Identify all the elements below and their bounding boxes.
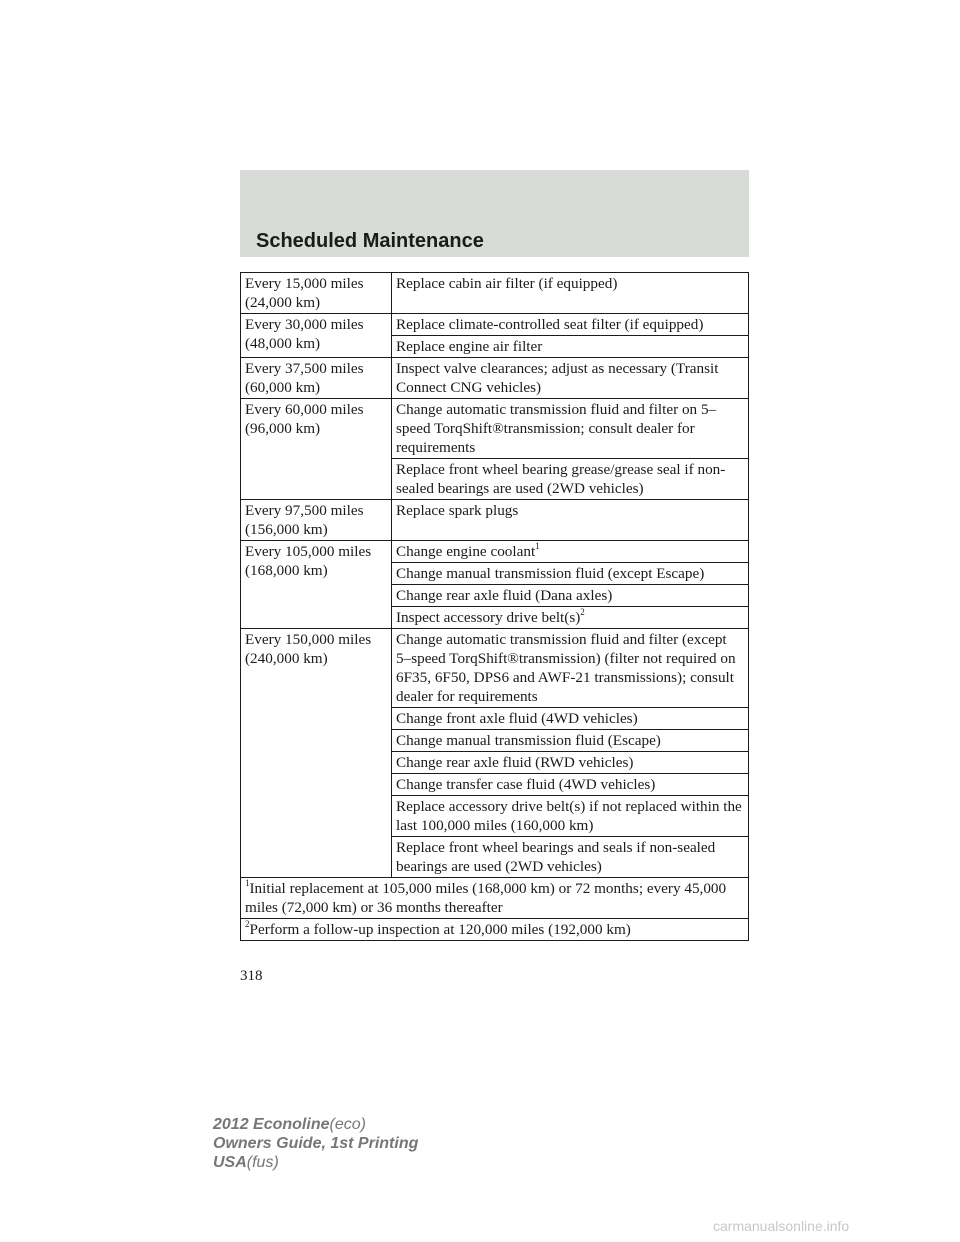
task-text: Change front axle fluid (4WD vehicles) [396,710,638,727]
interval-cell: Every 30,000 miles (48,000 km) [241,314,392,358]
task-cell [392,708,749,730]
task-cell [392,629,749,708]
task-text: Replace engine air filter [396,338,543,355]
task-text: Replace front wheel bearing grease/grease seal if non-sealed bearings are used (2WD vehicles) [396,461,726,497]
schedule-row [241,500,749,541]
task-cell [392,774,749,796]
interval-cell: Every 15,000 miles (24,000 km) [241,273,392,314]
footer-line-3 [213,1153,418,1172]
footer-line-1 [213,1115,418,1134]
schedule-row [241,541,749,563]
interval-cell: Every 60,000 miles (96,000 km) [241,399,392,500]
task-cell [392,730,749,752]
footnote-text: Perform a follow-up inspection at 120,000 miles (192,000 km) [249,921,631,938]
footnote-cell [241,878,749,919]
watermark: carmanualsonline.info [713,1218,850,1234]
task-cell [392,399,749,459]
section-title: Scheduled Maintenance [256,230,484,252]
task-cell [392,607,749,629]
task-cell [392,314,749,336]
task-text: Replace spark plugs [396,502,519,519]
interval-cell: Every 105,000 miles (168,000 km) [241,541,392,629]
task-text: Change automatic transmission fluid and filter (except 5–speed TorqShift®transmission) (filter not required on 6F35, 6F50, DPS6 and AWF-21 transmissions); consult dealer for requirements [396,631,736,705]
schedule-row [241,399,749,459]
task-text: Inspect accessory drive belt(s) [396,609,581,626]
footnote-marker: 2 [580,606,585,617]
document-footer [213,1115,418,1172]
task-cell [392,336,749,358]
footnote-row [241,919,749,941]
footnote-row [241,878,749,919]
interval-cell: Every 150,000 miles (240,000 km) [241,629,392,878]
task-cell [392,358,749,399]
footnote-marker: 1 [535,540,540,551]
footer-market-code: (fus) [246,1154,279,1171]
task-text: Change manual transmission fluid (Escape) [396,732,661,749]
footer-model-code: (eco) [329,1116,366,1133]
task-text: Replace front wheel bearings and seals if non-sealed bearings are used (2WD vehicles) [396,839,716,875]
page-number: 318 [240,968,263,984]
task-text: Replace climate-controlled seat filter (if equipped) [396,316,704,333]
task-cell [392,563,749,585]
schedule-table-body [241,273,749,941]
task-cell [392,500,749,541]
task-text: Change engine coolant [396,543,536,560]
maintenance-schedule-table [240,272,749,941]
task-cell [392,459,749,500]
footnote-number: 1 [245,877,250,888]
task-cell [392,837,749,878]
task-text: Replace cabin air filter (if equipped) [396,275,618,292]
footer-model: 2012 Econoline [213,1116,330,1133]
task-cell [392,273,749,314]
task-cell [392,752,749,774]
task-text: Change manual transmission fluid (except Escape) [396,565,705,582]
task-text: Change transfer case fluid (4WD vehicles) [396,776,656,793]
task-text: Inspect valve clearances; adjust as necessary (Transit Connect CNG vehicles) [396,360,719,396]
footnote-number: 2 [245,918,250,929]
footer-market: USA [213,1154,247,1171]
task-cell [392,585,749,607]
footnote-cell [241,919,749,941]
task-text: Change rear axle fluid (Dana axles) [396,587,613,604]
schedule-row [241,273,749,314]
task-text: Change automatic transmission fluid and filter on 5–speed TorqShift®transmission; consult dealer for requirements [396,401,717,456]
footnote-text: Initial replacement at 105,000 miles (168,000 km) or 72 months; every 45,000 miles (72,000 km) or 36 months thereafter [245,880,727,916]
interval-cell: Every 37,500 miles (60,000 km) [241,358,392,399]
task-cell [392,796,749,837]
task-text: Replace accessory drive belt(s) if not replaced within the last 100,000 miles (160,000 km) [396,798,742,834]
footer-line-2: Owners Guide, 1st Printing [213,1135,419,1152]
task-text: Change rear axle fluid (RWD vehicles) [396,754,634,771]
schedule-row [241,358,749,399]
interval-cell: Every 97,500 miles (156,000 km) [241,500,392,541]
schedule-row [241,629,749,708]
schedule-row [241,314,749,336]
task-cell [392,541,749,563]
